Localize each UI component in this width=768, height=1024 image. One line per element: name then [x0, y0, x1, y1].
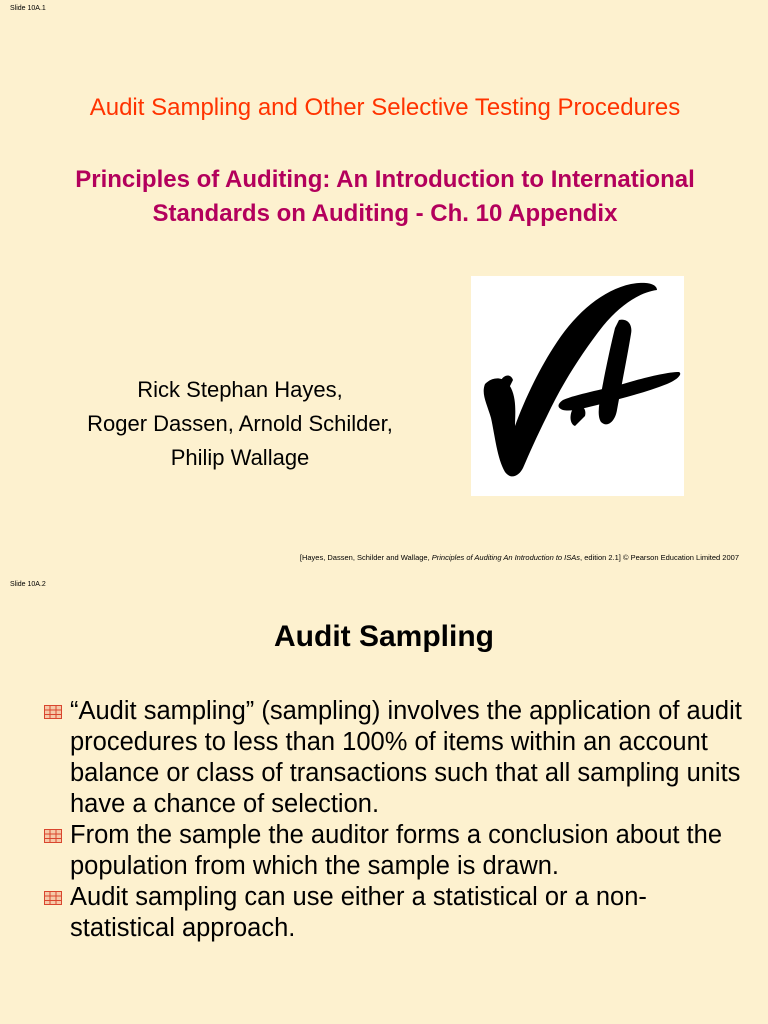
book-title: Principles of Auditing: An Introduction to International Standards on Auditing - Ch. 10 Appendix — [75, 166, 695, 227]
citation — [300, 553, 739, 562]
author-list — [30, 373, 450, 475]
grid-bullet-icon — [44, 891, 62, 905]
slide-2 — [0, 576, 768, 1024]
author-line: Roger Dassen, Arnold Schilder, — [87, 411, 393, 436]
slide-title: Audit Sampling — [274, 620, 494, 653]
slide-number: Slide 10A.2 — [10, 581, 46, 588]
citation-book-title: Principles of Auditing An Introduction to ISAs — [431, 553, 581, 562]
list-item — [44, 820, 744, 882]
bullet-text: From the sample the auditor forms a conclusion about the population from which the sample is drawn. — [70, 821, 723, 880]
citation-prefix: [Hayes, Dassen, Schilder and Wallage, — [299, 553, 432, 562]
grid-bullet-icon — [44, 705, 62, 719]
presentation-title: Audit Sampling and Other Selective Testing Procedures — [89, 94, 681, 121]
bullet-text: “Audit sampling” (sampling) involves the application of audit procedures to less than 100% of items within an account balance or class of transactions such that all sampling units have a chance of selection. — [70, 697, 742, 818]
checkmark-plus-brush-icon — [471, 276, 684, 496]
author-line: Rick Stephan Hayes, — [137, 377, 343, 402]
citation-suffix: , edition 2.1] © Pearson Education Limited 2007 — [580, 553, 739, 562]
bullet-list — [44, 696, 744, 944]
bullet-text: Audit sampling can use either a statistical or a non-statistical approach. — [70, 883, 647, 942]
list-item — [44, 696, 744, 820]
slide-number: Slide 10A.1 — [10, 5, 46, 12]
author-line: Philip Wallage — [170, 445, 310, 470]
list-item — [44, 882, 744, 944]
grid-bullet-icon — [44, 829, 62, 843]
